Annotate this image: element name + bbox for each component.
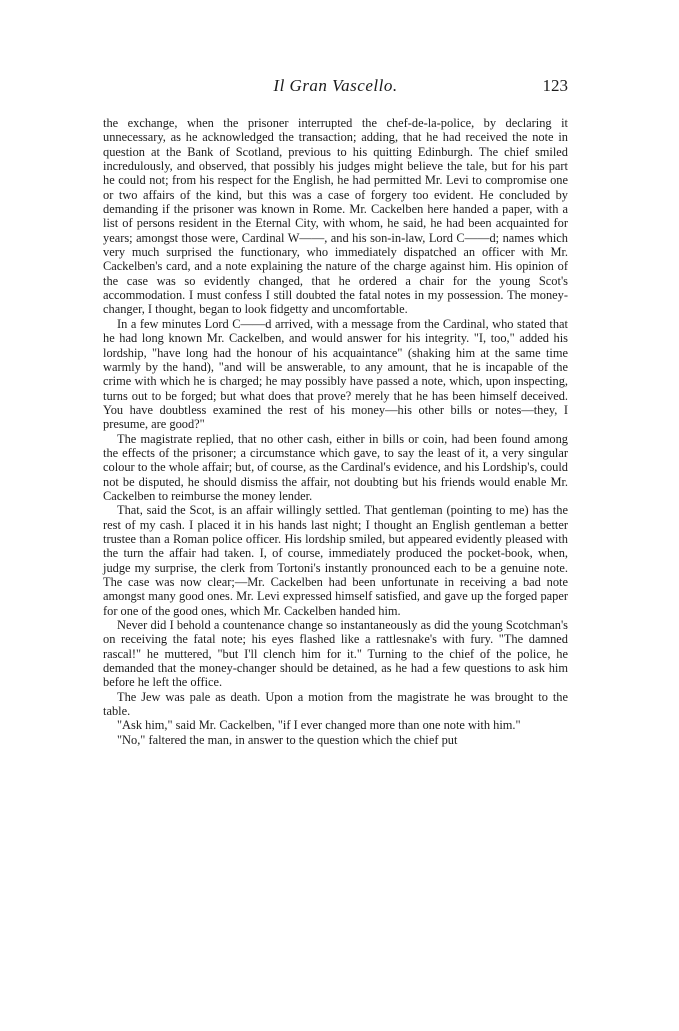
body-text	[103, 116, 568, 747]
paragraph: "Ask him," said Mr. Cackelben, "if I ever changed more than one note with him."	[117, 718, 521, 733]
running-title: Il Gran Vascello.	[273, 76, 398, 95]
paragraph: the exchange, when the prisoner interrupted the chef-de-la-police, by declaring it unnecessary, as he acknowledged the transaction; adding, that he had received the note in question at the Bank of Scotland, previous to his quitting Edinburgh. The chief smiled incredulously, and observed, that possibly his judges might believe the tale, but for his part he could not; from his respect for the English, he had permitted Mr. Levi to compromise one or two affairs of the kind, but this was a case of forgery too evident. He concluded by demanding if the prisoner was known in Rome. Mr. Cackelben here handed a paper, with a list of persons resident in the Eternal City, with whom, he said, he had been acquainted for years; amongst those were, Cardinal W——, and his son-in-law, Lord C——d; names which very much surprised the functionary, who immediately dispatched an officer with Mr. Cackelben's card, and a note explaining the nature of the charge against him. His opinion of the case was so evidently changed, that he ordered a chair for the young Scot's accommodation. I must confess I still doubted the fatal notes in my possession. The money-changer, I thought, began to look fidgetty and uncomfortable.	[103, 116, 568, 317]
paragraph: In a few minutes Lord C——d arrived, with a message from the Cardinal, who stated that he had long known Mr. Cackelben, and would answer for his integrity. "I, too," added his lordship, "have long had the honour of his acquaintance" (shaking him at the same time warmly by the hand), "and will be answerable, to any amount, that he is incapable of the crime with which he is charged; he may possibly have passed a note, which, upon inspecting, turns out to be forged; but what does that prove? merely that he has been himself deceived. You have doubtless examined the rest of his money—his other bills or notes—they, I presume, are good?"	[103, 316, 568, 432]
paragraph: The Jew was pale as death. Upon a motion from the magistrate he was brought to the table.	[103, 689, 568, 719]
paragraph: That, said the Scot, is an affair willingly settled. That gentleman (pointing to me) has the rest of my cash. I placed it in his hands last night; I thought an English gentleman a better trustee than a Roman police officer. His lordship smiled, but appeared evidently pleased with the turn the affair had taken. I, of course, immediately produced the pocket-book, when, judge my surprise, the clerk from Tortoni's instantly pronounced each to be a genuine note. The case was now clear;—Mr. Cackelben had been unfortunate in receiving a bad note amongst many good ones. Mr. Levi expressed himself satisfied, and gave up the forged paper for one of the good ones, which Mr. Cackelben handed him.	[103, 503, 568, 618]
page-number: 123	[542, 76, 568, 95]
page-header	[103, 76, 568, 100]
paragraph: The magistrate replied, that no other cash, either in bills or coin, had been found among the effects of the prisoner; a circumstance which gave, to say the least of it, a very singular colour to the whole affair; but, of course, as the Cardinal's evidence, and his Lordship's, could not be disputed, he should dismiss the affair, not doubting but his friends would enable Mr. Cackelben to reimburse the money lender.	[103, 431, 568, 503]
paragraph: Never did I behold a countenance change so instantaneously as did the young Scotchman's on receiving the fatal note; his eyes flashed like a rattlesnake's with fury. "The damned rascal!" he muttered, "but I'll clench him for it." Turning to the chief of the police, he demanded that the money-changer should be detained, as he had a few questions to ask him before he left the office.	[103, 618, 568, 690]
paragraph: "No," faltered the man, in answer to the question which the chief put	[117, 732, 458, 747]
